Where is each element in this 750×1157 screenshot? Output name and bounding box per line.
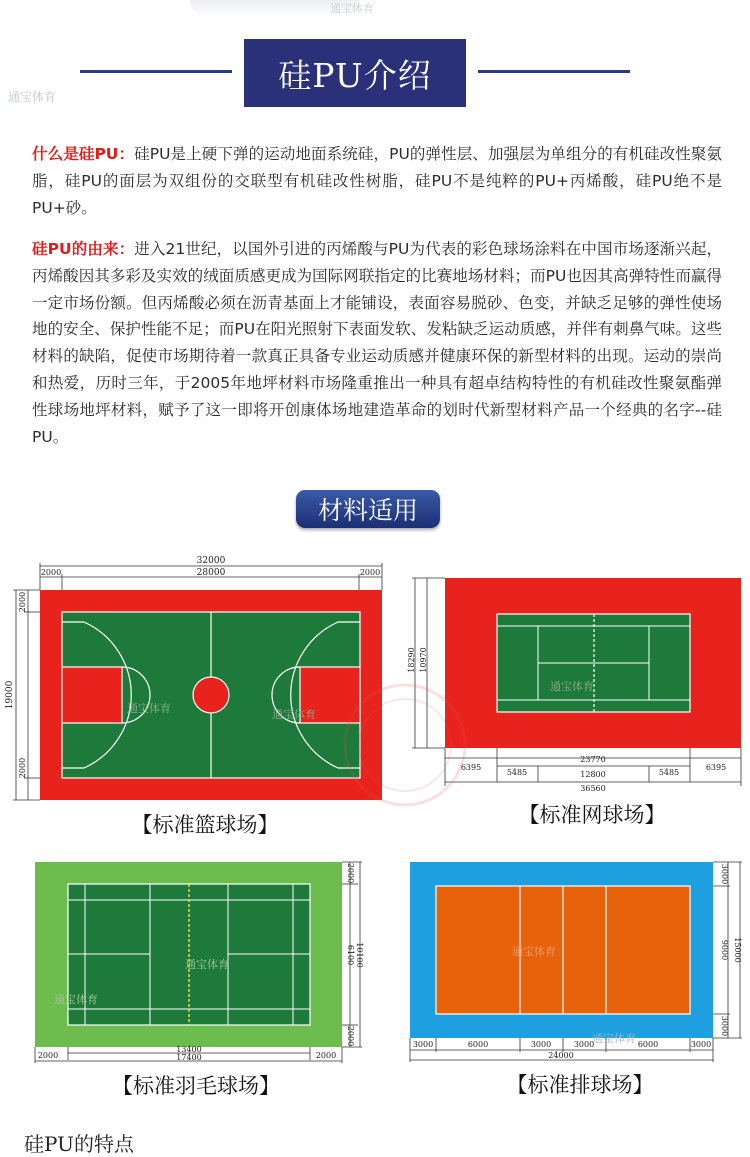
origin-label: 硅PU的由来：: [32, 240, 135, 258]
bb-dim-total-width: 32000: [196, 556, 226, 566]
tn-dim-mid: 12800: [580, 770, 606, 779]
vb-watermark-1: 通宝体育: [512, 945, 556, 958]
bd-dim-total-width: 17400: [176, 1053, 202, 1062]
bd-dim-margin-left: 2000: [37, 1051, 59, 1060]
what-is-paragraph: [32, 141, 722, 221]
badminton-caption: 【标准羽毛球场】: [112, 1074, 280, 1098]
tn-dim-side-left: 5485: [506, 768, 528, 777]
header-line-right: [478, 70, 630, 73]
vb-dim-total-width: 24000: [548, 1051, 574, 1060]
section-title: 硅PU介绍: [244, 39, 466, 107]
bd-watermark-1: 通宝体育: [185, 958, 229, 971]
tn-dim-margin-left: 6395: [460, 763, 482, 772]
what-is-text: 硅PU是上硬下弹的运动地面系统硅，PU的弹性层、加强层为单组分的有机硅改性聚氨脂，硅PU的面层为双组份的交联型有机硅改性树脂，硅PU不是纯粹的PU+丙烯酸，硅PU绝不是PU+砂。: [32, 145, 723, 217]
bd-dim-margin-right: 2000: [315, 1051, 337, 1060]
bd-watermark-2: 通宝体育: [54, 993, 98, 1006]
courts-illustration: [0, 540, 750, 1130]
vb-watermark-2: 通宝体育: [592, 1032, 636, 1045]
bd-dim-margin-top: 2000: [346, 862, 355, 884]
basketball-caption: 【标准篮球场】: [131, 813, 279, 837]
bb-dim-total-height: 19000: [5, 680, 15, 710]
tn-dim-court-length: 23770: [580, 755, 606, 764]
vb-dim-seg4: 6000: [637, 1040, 659, 1049]
bb-dim-margin-top: 2000: [18, 591, 27, 613]
bb-watermark-1: 通宝体育: [127, 702, 171, 715]
what-is-label: 什么是硅PU：: [32, 145, 135, 163]
bd-dim-court-length: 13400: [176, 1045, 202, 1054]
bd-dim-total-height: 10100: [355, 942, 364, 968]
basketball-court-diagram: [5, 556, 382, 800]
tn-dim-side-right: 5485: [658, 768, 680, 777]
bd-dim-court-width: 6100: [346, 944, 355, 966]
vb-dim-total-height: 15000: [733, 937, 742, 963]
vb-dim-margin-left: 3000: [412, 1040, 434, 1049]
badminton-court-diagram: [35, 862, 364, 1063]
tn-dim-total-height: 18290: [407, 647, 416, 673]
vb-dim-margin-bottom: 3000: [720, 1015, 729, 1037]
tn-dim-court-width: 10970: [419, 647, 428, 673]
section-pill-materials: 材料适用: [296, 490, 440, 528]
bb-watermark-2: 通宝体育: [272, 708, 316, 721]
bb-dim-margin-right: 2000: [359, 568, 381, 577]
header-line-left: [80, 70, 232, 73]
origin-text: 进入21世纪，以国外引进的丙烯酸与PU为代表的彩色球场涂料在中国市场逐渐兴起，丙烯酸因其多彩及实效的绒面质感更成为国际网联指定的比赛地场材料；而PU也因其高弹特性而赢得一定市场份额。但丙烯酸必须在沥青基面上才能铺设，表面容易脱砂、色变，并缺乏足够的弹性使场地的安全、保护性能不足；而PU在阳光照射下表面发软、发粘缺乏运动质感，并伴有刺鼻气味。这些材料的缺陷，促使市场期待着一款真正具备专业运动质感并健康环保的新型材料的出现。运动的崇尚和热爱，历时三年，于2005年地坪材料市场隆重推出一种具有超卓结构特性的有机硅改性聚氨酯弹性球场地坪材料，赋予了这一即将开创康体场地建造革命的划时代新型材料产品一个经典的名字--硅PU。: [32, 240, 723, 446]
bd-dim-margin-bottom: 2000: [346, 1025, 355, 1047]
vb-dim-court-width: 9000: [720, 939, 729, 961]
side-watermark: 通宝体育: [8, 90, 57, 104]
top-watermark: 通宝体育: [330, 2, 374, 15]
bb-dim-margin-bottom: 2000: [18, 757, 27, 779]
vb-dim-seg2: 3000: [530, 1040, 552, 1049]
vb-dim-seg3: 3000: [573, 1040, 595, 1049]
tn-dim-total-width: 36560: [580, 784, 606, 793]
tennis-caption: 【标准网球场】: [518, 803, 666, 827]
vb-dim-margin-right: 3000: [690, 1040, 712, 1049]
tennis-court-diagram: [407, 578, 741, 793]
bb-dim-inner-width: 28000: [196, 568, 226, 578]
volleyball-caption: 【标准排球场】: [506, 1073, 654, 1097]
tn-dim-margin-right: 6395: [705, 763, 727, 772]
bb-dim-margin-left: 2000: [40, 568, 62, 577]
volleyball-court-diagram: [410, 862, 742, 1062]
vb-dim-margin-top: 3000: [720, 863, 729, 885]
tn-watermark: 通宝体育: [550, 680, 594, 693]
next-section-title-partial: 硅PU的特点: [24, 1132, 134, 1156]
origin-paragraph: [32, 236, 722, 450]
vb-dim-seg1: 6000: [467, 1040, 489, 1049]
